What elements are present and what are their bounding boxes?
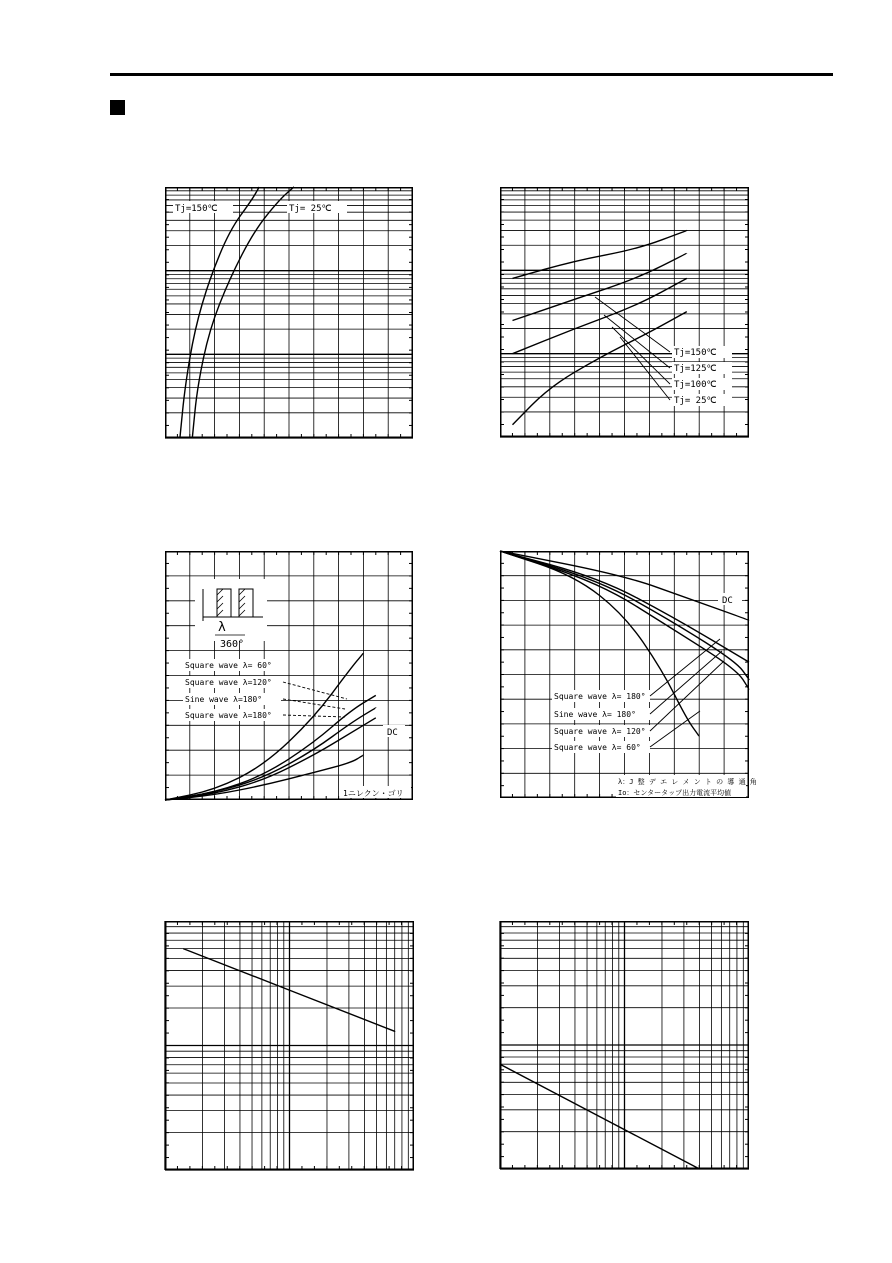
note-label: λ：J 整 デ エ レ メ ン ト の 導 通 角	[618, 778, 757, 786]
leader-line	[595, 297, 670, 352]
series-line-1	[192, 187, 294, 438]
legend-label: Tj= 25℃	[674, 396, 717, 406]
legend-label: Square wave λ=120°	[185, 678, 272, 687]
footnote-label: 1ニレクン・ゴリ	[343, 789, 404, 798]
leader-line	[283, 682, 347, 699]
dc-label: DC	[722, 596, 733, 606]
leader-line	[650, 639, 720, 696]
leader-line	[650, 651, 722, 714]
inset-period-label: 360°	[220, 639, 245, 650]
power-dissipation-chart	[165, 551, 413, 800]
leader-line	[604, 315, 670, 368]
legend-label: Square wave λ= 120°	[554, 727, 646, 736]
derating-chart	[500, 551, 757, 798]
header-rule	[110, 73, 833, 76]
note-label: Io：センタータップ出力電流平均値	[618, 789, 732, 797]
legend-label: Sine wave λ= 180°	[554, 710, 636, 719]
legend-label: Tj=125℃	[674, 364, 717, 374]
section-marker	[110, 100, 125, 115]
legend-label: Square wave λ= 180°	[554, 692, 646, 701]
leader-line	[650, 711, 700, 747]
forward-characteristics-chart	[165, 187, 413, 438]
legend-label: Tj=100℃	[674, 380, 717, 390]
legend-label: Square wave λ=180°	[185, 711, 272, 720]
reverse-characteristics-chart	[500, 187, 749, 437]
legend-label: Sine wave λ=180°	[185, 695, 263, 704]
loglog-chart-right	[500, 921, 749, 1169]
loglog-chart-left	[165, 921, 414, 1170]
legend-label: Tj=150℃	[674, 348, 717, 358]
leader-line	[612, 327, 670, 384]
legend-label: Square wave λ= 60°	[554, 743, 641, 752]
series-label: Tj=150℃	[175, 204, 218, 214]
dc-label: DC	[387, 728, 398, 738]
inset-lambda-label: λ	[218, 620, 226, 635]
legend-label: Square wave λ= 60°	[185, 661, 272, 670]
series-line-0	[500, 1064, 700, 1169]
series-label: Tj= 25℃	[289, 204, 332, 214]
series-line-0	[180, 187, 259, 438]
